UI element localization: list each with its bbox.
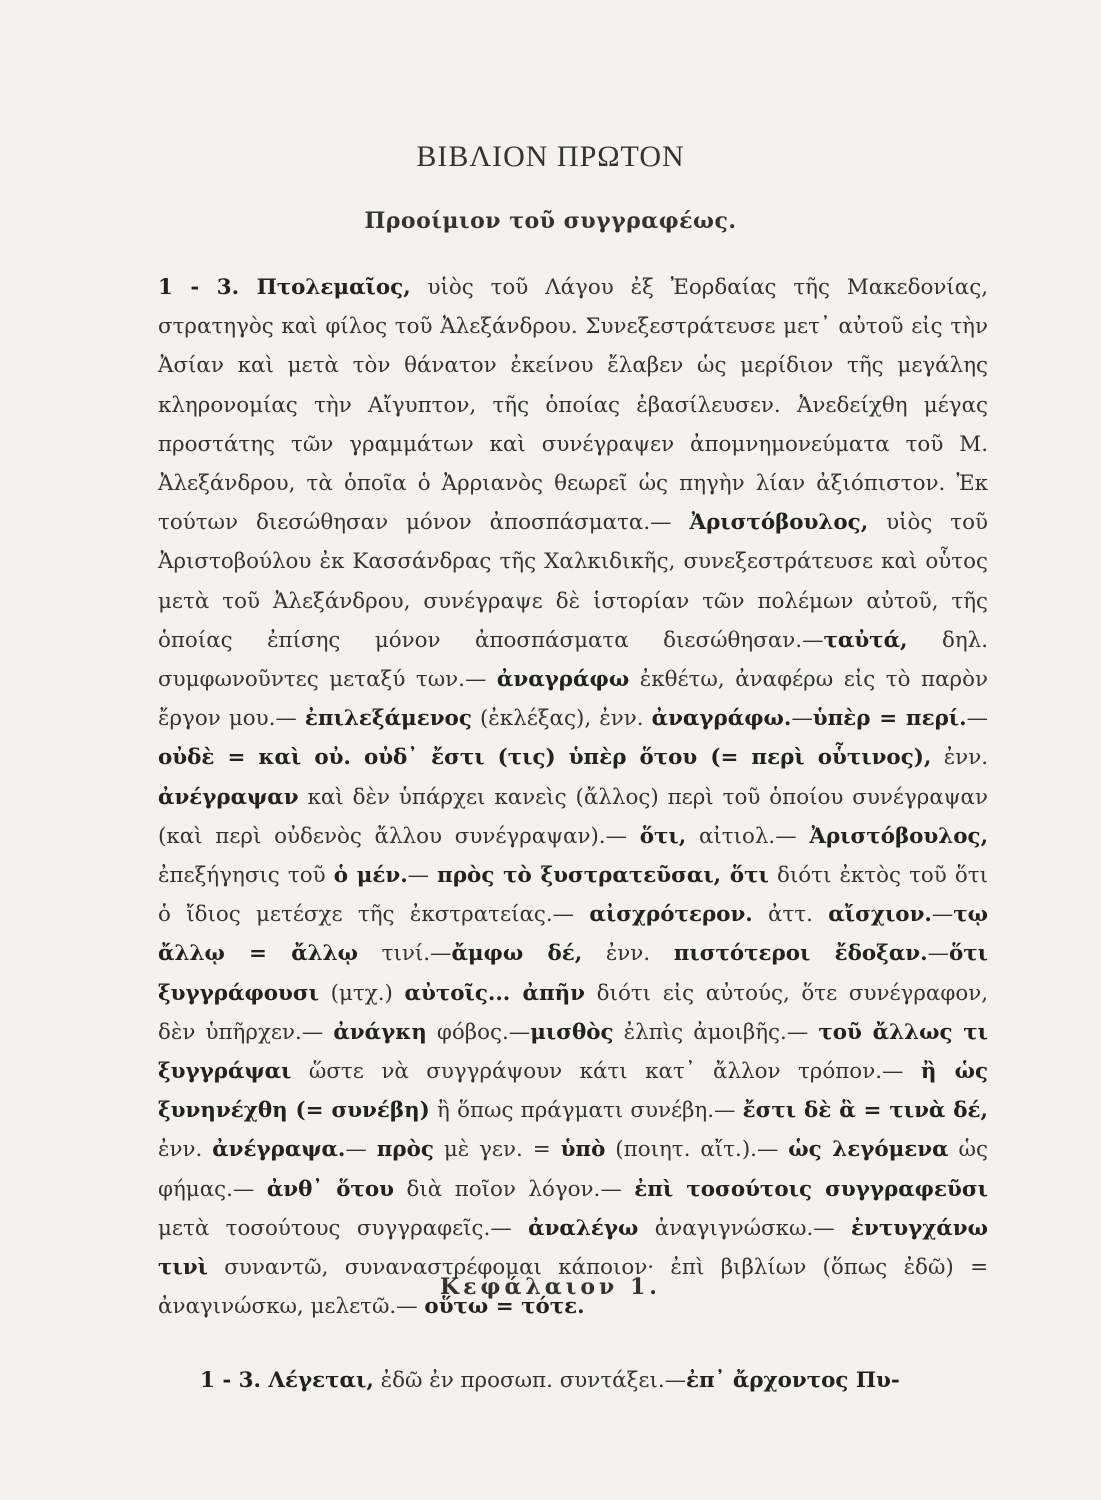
text-run: αἰτιολ.— [686, 823, 810, 849]
chapter-title: Κεφάλαιον 1. [440, 1274, 661, 1300]
bold-term: ἐπὶ τοσούτοις συγγραφεῦσι [634, 1176, 988, 1202]
bold-term: αἰσχρότερον. [589, 902, 753, 928]
bold-term: ἀναγράφω [496, 667, 630, 693]
text-run: (ποιητ. αἴτ.).— [605, 1137, 789, 1163]
text-run: ἀττ. [752, 902, 829, 928]
text-run: (μτχ.) [319, 980, 405, 1006]
text-run: διὰ ποῖον λόγον.— [394, 1176, 635, 1202]
text-run: ἐκθέτω, ἀναφέρω εἰς τὸ παρὸν ἔργον μου.— [158, 667, 988, 732]
bold-term: μισθὸς [530, 1019, 614, 1045]
bold-term: ἐπιλεξάμενος [304, 706, 472, 732]
bold-term: 1 - 3. Πτολεμαῖος, [158, 275, 411, 300]
bold-term: ταὐτά, [823, 627, 908, 653]
text-run: ἢ ὅπως πράγματι συνέβη.— [429, 1098, 743, 1124]
paragraph-text [158, 268, 988, 1326]
bold-term: Ἀριστόβουλος, [689, 510, 869, 536]
text-run: — [407, 863, 438, 889]
text-run: ἐνν. [158, 1137, 213, 1163]
text-run: ἐνν. [582, 941, 674, 967]
text-run: υἱὸς τοῦ Λάγου ἐξ Ἐορδαίας τῆς Μακεδονίας, στρατηγὸς καὶ φίλος τοῦ Ἀλεξάνδρου. Συνεξεστράτευσε μετ᾽ αὐτοῦ εἰς τὴν Ἀσίαν καὶ μετὰ τὸν θάνατον ἐκείνου ἔλαβεν ὡς μερίδιον τῆς μεγάλης κληρονομίας τὴν Αἴγυπτον, τῆς ὁποίας ἐβασίλευσεν. Ἀνεδείχθη μέγας προστάτης τῶν γραμμάτων καὶ συνέγραψεν ἀπομνημονεύματα τοῦ Μ. Ἀλεξάνδρου, τὰ ὁποῖα ὁ Ἀρριανὸς θεωρεῖ ὡς πηγὴν λίαν ἀξιόπιστον. Ἐκ τούτων διεσώθησαν μόνον ἀποσπάσματα.— [158, 275, 988, 536]
commentary-paragraph [158, 268, 988, 1326]
text-run: ἐνν. [931, 745, 988, 771]
text-run: ἐπεξήγησις τοῦ [158, 863, 334, 889]
bold-term: ὑπὲρ = περί. [812, 706, 967, 732]
text-run: μὲ γεν. = [433, 1137, 561, 1163]
bold-term: τοῦ ἄλλως τι ξυγγράψαι [158, 1019, 989, 1085]
text-run: καὶ δὲν ὑπάρχει κανεὶς (ἄλλος) περὶ τοῦ ὁποίου συνέγραψαν (καὶ περὶ οὐδενὸς ἄλλου συνέγραψαν).— [158, 784, 988, 849]
bold-term: ἄμφω δέ, [451, 941, 583, 967]
text-run: — [966, 706, 988, 732]
bold-term: ἀναλέγω [528, 1215, 639, 1241]
bold-term: πρὸς τὸ ξυστρατεῦσαι, ὅτι [437, 863, 769, 889]
bold-term: ἀναγράφω. [651, 706, 792, 732]
bold-term: ἐντυγχάνω τινὶ [158, 1215, 988, 1281]
bold-term: ὅτι ξυγγράφουσι [158, 941, 988, 1006]
text-run: τινί.— [358, 941, 452, 967]
text-run: — [931, 902, 954, 928]
text-run: ἐλπὶς ἀμοιβῆς.— [613, 1019, 819, 1045]
bold-term: Ἀριστόβουλος, [809, 823, 989, 849]
text-run: (ἐκλέξας), ἐνν. [471, 706, 652, 732]
text-run: διότι ἐκτὸς τοῦ ὅτι ὁ ἴδιος μετέσχε τῆς ἐκστρατείας.— [158, 863, 988, 928]
bold-term: ἀνέγραψα. [212, 1137, 346, 1163]
bold-term: ὁ μέν. [333, 863, 408, 889]
bold-term: οὐδὲ = καὶ οὐ. οὐδ᾽ ἔστι (τις) ὑπὲρ ὅτου (= περὶ οὗτινος), [158, 745, 932, 771]
bold-term: ἔστι δὲ ἃ = τινὰ δέ, [742, 1098, 988, 1124]
bold-term: πρὸς [376, 1137, 434, 1163]
chapter-text [200, 1361, 990, 1400]
text-run: υἱὸς τοῦ Ἀριστοβούλου ἐκ Κασσάνδρας τῆς Χαλκιδικῆς, συνεξεστράτευσε καὶ οὗτος μετὰ τοῦ Ἀλεξάνδρου, συνέγραψε δὲ ἱστορίαν τῶν πολέμων αὐτοῦ, τῆς ὁποίας ἐπίσης μόνον ἀποσπάσματα διεσώθησαν.— [158, 510, 988, 653]
bold-term: ὅτι, [639, 823, 687, 849]
bold-term: ὑπὸ [560, 1137, 606, 1163]
bold-term: τῳ ἄλλῳ = ἄλλῳ [158, 902, 989, 967]
bold-term: ἢ ὡς ξυνηνέχθη (= συνέβη) [158, 1059, 988, 1124]
bold-term: αὐτοῖς... ἀπῆν [404, 980, 586, 1006]
bold-term: αἴσχιον. [828, 902, 932, 928]
chapter-first-line [200, 1340, 990, 1422]
text-run: διότι εἰς αὐτούς, ὅτε συνέγραφον, δὲν ὑπῆρχεν.— [158, 980, 989, 1045]
bold-term: ἐπ᾽ ἄρχοντος Πυ- [686, 1368, 900, 1394]
text-run: φόβος.— [426, 1019, 531, 1045]
text-run: συναντῶ, συναναστρέφομαι κάποιον· ἐπὶ βιβλίων (ὅπως ἐδῶ) = ἀναγινώσκω, μελετῶ.— [158, 1255, 988, 1320]
bold-term: ὡς λεγόμενα [788, 1137, 949, 1163]
text-run: — [345, 1137, 377, 1163]
bold-term: ἀνέγραψαν [158, 784, 299, 810]
bold-term: 1 - 3. Λέγεται, [200, 1368, 374, 1394]
preface-title: Προοίμιον τοῦ συγγραφέως. [364, 208, 737, 234]
bold-term: ἀνθ᾽ ὅτου [266, 1176, 395, 1202]
text-run: δηλ. συμφωνοῦντες μεταξύ των.— [158, 627, 988, 693]
bold-term: πιστότεροι ἔδοξαν. [673, 941, 928, 967]
text-run: ὡς φήμας.— [158, 1137, 988, 1202]
text-run: ἐδῶ ἐν προσωπ. συντάξει.— [373, 1368, 687, 1394]
bold-term: ἀνάγκη [333, 1019, 427, 1045]
text-run: — [791, 706, 813, 732]
text-run: μετὰ τοσούτους συγγραφεῖς.— [158, 1215, 529, 1241]
bold-term: οὕτω = τότε. [424, 1294, 585, 1320]
book-title: ΒΙΒΛΙΟΝ ΠΡΩΤΟΝ [416, 140, 685, 173]
text-run: — [927, 941, 949, 967]
text-run: ὥστε νὰ συγγράψουν κάτι κατ᾽ ἄλλον τρόπον.— [291, 1059, 921, 1085]
text-run: ἀναγιγνώσκω.— [638, 1215, 852, 1241]
